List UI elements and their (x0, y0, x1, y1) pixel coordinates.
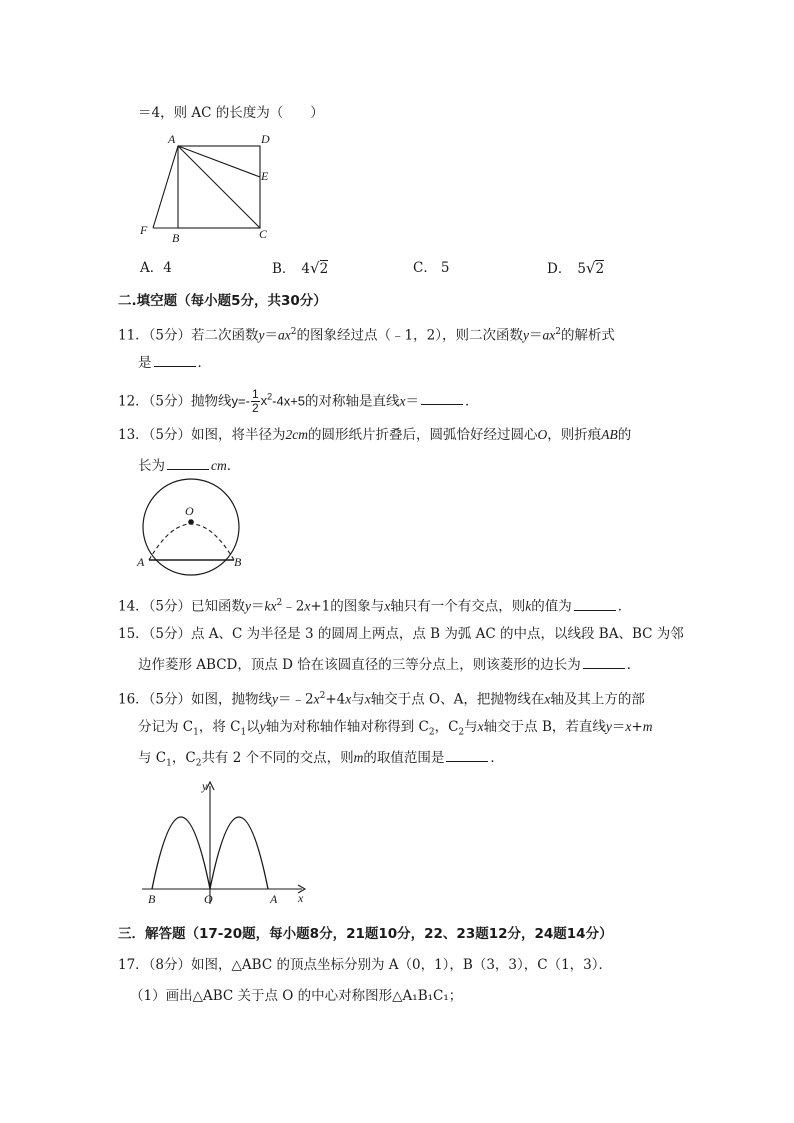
fig1-label-c: C (259, 227, 268, 241)
figure-square-abcd (130, 130, 280, 250)
fig1-label-b: B (172, 231, 180, 245)
q13-line2: 长为 cm． (138, 458, 241, 474)
figure-folded-circle (134, 478, 254, 588)
fig1-label-f: F (140, 223, 148, 237)
q11-line2: 是 ． (138, 355, 211, 371)
q11-line1: 11．（5分）若二次函数$y=ax^2$的图象经过点（﹣1，2），则二次函数$y=ax^2$的解析式 (118, 327, 615, 344)
fig3-label-o: O (204, 892, 213, 906)
q12-answer-blank[interactable] (421, 392, 463, 405)
q15-answer-blank[interactable] (583, 656, 625, 669)
section-3-title: 三．解答题（17-20题，每小题8分，21题10分，22、23题12分，24题14分） (118, 926, 613, 942)
fig1-label-a: A (168, 132, 176, 146)
q15-line1: 15．（5分）点 A、C 为半径是 3 的圆周上两点，点 B 为弧 AC 的中点，以线段 BA、BC 为邻 (118, 626, 684, 642)
fig2-label-a: A (137, 555, 145, 569)
q14-line: 14．（5分）已知函数$y=kx^2﹣2x+1$的图象与x轴只有一个有交点，则k的值为 ． (118, 598, 632, 615)
q11-answer-blank[interactable] (154, 354, 196, 367)
fig1-label-e: E (261, 169, 269, 183)
q16-line3: 与 $C_1$，$C_2$共有 2 个不同的交点，则m的取值范围是 ． (138, 750, 504, 769)
q15-line2: 边作菱形 ABCD，顶点 D 恰在该圆直径的三等分点上，则该菱形的边长为 ． (138, 657, 641, 673)
fig2-label-o: O (185, 504, 194, 518)
q14-answer-blank[interactable] (574, 598, 616, 611)
section-2-title: 二.填空题（每小题5分，共30分） (118, 293, 327, 309)
q16-line1: 16．（5分）如图，抛物线$y=﹣2x^2+4x$与x轴交于点 O、A，把抛物线在x轴及其上方的部 (118, 691, 645, 708)
option-b: B． 4√2 (272, 259, 329, 277)
option-a: A．4 (140, 260, 172, 276)
fig3-label-y: y (202, 779, 208, 793)
fig3-label-x: x (298, 891, 304, 905)
fig1-label-d: D (261, 132, 270, 146)
option-c: C． 5 (413, 260, 450, 276)
q10-tail: ＝4，则 AC 的长度为（ ） (138, 105, 324, 121)
fig2-label-b: B (234, 555, 242, 569)
q13-line1: 13．（5分）如图，将半径为2cm的圆形纸片折叠后，圆弧恰好经过圆心O，则折痕AB的 (118, 427, 632, 443)
q12-line: 12．（5分）抛物线y=- $\frac{1}{2}$ $x^2-4x+5$的对称轴是直线x＝ ． (118, 387, 479, 416)
q17-part1: （1）画出△ABC 关于点 O 的中心对称图形△A₁B₁C₁； (130, 988, 463, 1004)
q16-line2: 分记为 $C_1$，将 $C_1$以y轴为对称轴作轴对称得到 $C_2$，$C_2$与x轴交于点 B，若直线y＝x+m (138, 719, 653, 738)
q13-answer-blank[interactable] (167, 457, 209, 470)
q17-line1: 17．（8分）如图，△ABC 的顶点坐标分别为 A（0，1），B（3，3），C（1，3）． (118, 957, 613, 973)
figure-parabolas (138, 776, 318, 911)
fig3-label-b: B (148, 892, 156, 906)
q16-answer-blank[interactable] (446, 749, 488, 762)
fig3-label-a: A (270, 892, 278, 906)
option-d: D． 5√2 (547, 259, 605, 277)
